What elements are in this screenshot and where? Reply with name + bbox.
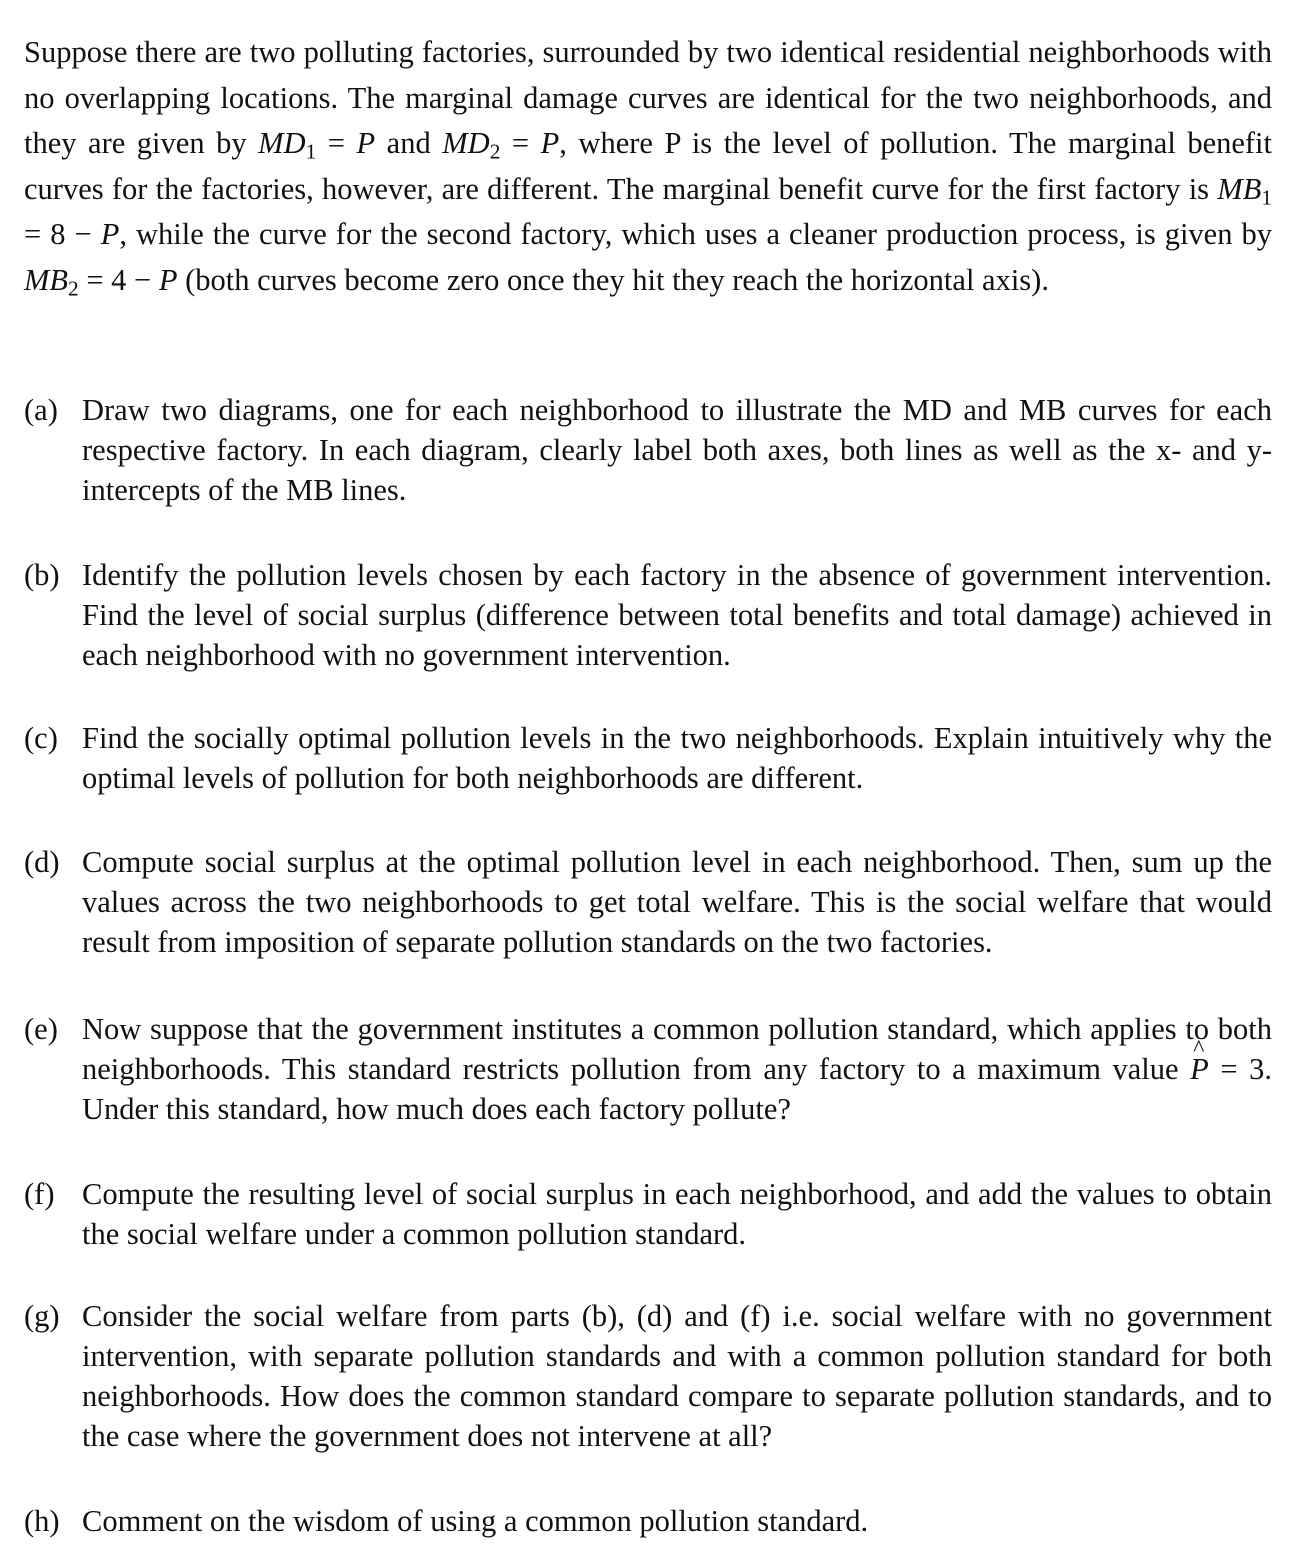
question-text: Consider the social welfare from parts (b), (d) and (f) i.e. social welfare with no government intervention, with separate pollution standards and with a common pollution standard for both neighborhoods. How does the common standard compare to separate pollution standards, and to the case where the government does not intervene at all?: [82, 1299, 1272, 1453]
question-c: [24, 718, 1272, 798]
question-text: Comment on the wisdom of using a common pollution standard.: [82, 1504, 869, 1538]
p-hat-symbol: ^ P: [1190, 1049, 1209, 1089]
md2-term: $MD_2$: [442, 126, 501, 164]
question-label: (c): [24, 721, 58, 755]
question-label: (e): [24, 1012, 58, 1046]
question-text: Draw two diagrams, one for each neighborhood to illustrate the MD and MB curves for each respective factory. In each diagram, clearly label both axes, both lines as well as the x- and y-intercepts of the MB lines.: [82, 393, 1272, 507]
question-g: [24, 1296, 1272, 1456]
question-b: [24, 555, 1272, 675]
question-label: (f): [24, 1177, 55, 1211]
question-label: (h): [24, 1504, 60, 1538]
question-label: (a): [24, 393, 58, 427]
question-label: (g): [24, 1299, 60, 1333]
question-f: [24, 1174, 1272, 1254]
question-a: [24, 390, 1272, 510]
question-label: (d): [24, 845, 60, 879]
question-text: Compute social surplus at the optimal pollution level in each neighborhood. Then, sum up the values across the two neighborhoods to get total welfare. This is the social welfare that would result from imposition of separate pollution standards on the two factories.: [82, 845, 1272, 959]
question-text: Find the socially optimal pollution levels in the two neighborhoods. Explain intuitively why the optimal levels of pollution for both neighborhoods are different.: [82, 721, 1272, 795]
question-text: Identify the pollution levels chosen by each factory in the absence of government intervention. Find the level of social surplus (difference between total benefits and total damage) achieved in each neighborhood with no government intervention.: [82, 558, 1272, 672]
question-h: [24, 1501, 1272, 1541]
intro-text: Suppose there are two polluting factories, surrounded by two identical residential neighborhoods with no overlapping locations. The marginal damage curves are identical for the two neighborhoods, and they are given by: [24, 35, 1272, 160]
mb2-term: $MB_2$: [24, 262, 79, 300]
md1-term: $MD_1$: [258, 126, 317, 164]
mb1-term: $MB_1$: [1217, 171, 1272, 209]
question-label: (b): [24, 558, 60, 592]
question-text: Compute the resulting level of social surplus in each neighborhood, and add the values to obtain the social welfare under a common pollution standard.: [82, 1177, 1272, 1251]
question-text: Now suppose that the government institutes a common pollution standard, which applies to both neighborhoods. This standard restricts pollution from any factory to a maximum value ^ P = 3. Under this standard, how much does each factory pollute?: [82, 1009, 1272, 1129]
problem-page: [24, 30, 1273, 1538]
intro-paragraph: Suppose there are two polluting factories, surrounded by two identical residential neighborhoods with no overlapping locations. The marginal damage curves are identical for the two neighborhoods, and they are given by $MD_1 = P$ and $MD_2 = P$, where P is the level of pollution. The marginal benefit curves for the factories, however, are different. The marginal benefit curve for the first factory is $MB_1 = 8 - P$, while the curve for the second factory, which uses a cleaner production process, is given by $MB_2 = 4 - P$ (both curves become zero once they hit they reach the horizontal axis).: [24, 35, 1273, 300]
question-d: [24, 842, 1272, 962]
question-e: [24, 1009, 1272, 1129]
